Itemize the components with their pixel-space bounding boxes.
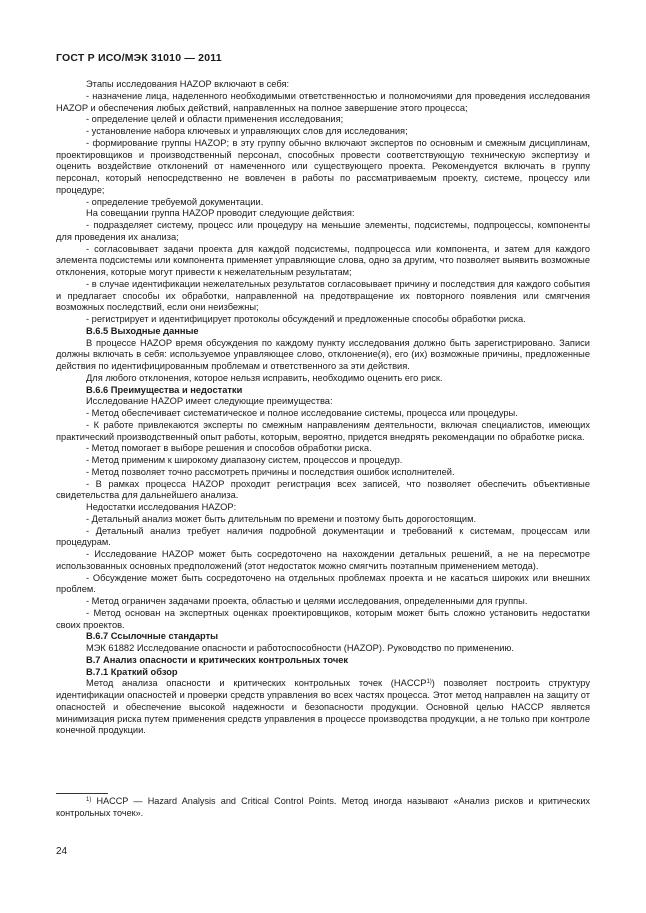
section-heading: В.6.6 Преимущества и недостатки bbox=[86, 384, 243, 395]
paragraph: - согласовывает задачи проекта для каждой подсистемы, подпроцесса или компонента, и затем для каждого элемента подсистемы или компонента применяет управляющие слова, одно за другим, что позволяет выявить возможные отклонения, которые могут привести к нежелательным результатам; bbox=[56, 243, 590, 277]
paragraph: Для любого отклонения, которое нельзя исправить, необходимо оценить его риск. bbox=[86, 372, 443, 383]
paragraph: - Метод помогает в выборе решения и способов обработки риска. bbox=[86, 443, 372, 454]
footnote-marker: 1) bbox=[86, 797, 92, 803]
paragraph: - В рамках процесса HAZOP проходит регистрация всех записей, что позволяет обеспечить объективные свидетельства для дальнейшего анализа. bbox=[56, 478, 590, 501]
haccp-text-after: ) позволяет построить структуру идентификации опасностей и проверки средств управления во всех частях процесса. Этот метод направлен на защиту от опасностей и обеспечение высокой надежности и безопасности продукции. Основной целью HACCP является минимизация риска путем применения средств управления в процессе производства продукции, а не только при контроле конечной продукции. bbox=[56, 678, 590, 736]
paragraph: - Метод основан на экспертных оценках проектировщиков, которым может быть сложно установить недостатки своих проектов. bbox=[56, 607, 590, 630]
paragraph: - Метод ограничен задачами проекта, областью и целями исследования, определенными для группы. bbox=[86, 596, 528, 606]
paragraph: Исследование HAZOP имеет следующие преимущества: bbox=[86, 396, 333, 407]
paragraph: - в случае идентификации нежелательных результатов согласовывает причину и последствия для каждого события и предлагает способы их обработки, направленной на предотвращение их повторного появления или смягчения возможных последствий, если они неизбежны; bbox=[56, 278, 590, 313]
paragraph: - Метод позволяет точно рассмотреть причины и последствия ошибок исполнителей. bbox=[86, 466, 455, 477]
paragraph: - назначение лица, наделенного необходимыми ответственностью и полномочиями для проведения исследования HAZOP и обеспечения любых действий, направленных на полное завершение этого процесса; bbox=[56, 90, 590, 113]
paragraph: - Обсуждение может быть сосредоточено на отдельных проблемах проекта и не касаться широких или внешних проблем. bbox=[56, 572, 590, 595]
paragraph: - формирование группы HAZOP; в эту группу обычно включают экспертов по основным и смежным дисциплинам, проектировщиков и производственный персонал, способных провести соответствующую техническую экспертизу и оценить воздействие отклонений от намеченного или существующего проекта. Рекомендуется включать в группу персонал, который непосредственно не вовлечен в работы по рассматриваемым проекту, системе, процессу или процедуре; bbox=[56, 137, 590, 195]
footnote-ref[interactable]: 1) bbox=[426, 679, 432, 686]
body-text bbox=[56, 79, 590, 737]
page-number: 24 bbox=[56, 846, 68, 857]
paragraph: - установление набора ключевых и управляющих слов для исследования; bbox=[86, 126, 408, 136]
section-heading: В.7 Анализ опасности и критических контрольных точек bbox=[86, 654, 349, 665]
paragraph: - Исследование HAZOP может быть сосредоточено на нахождении детальных решений, а не на пересмотре использованных основных предположений (этот недостаток можно смягчить поэтапным применением метода). bbox=[56, 549, 590, 571]
footnote-text: HACCP — Hazard Analysis and Critical Control Points. Метод иногда называют «Анализ рисков и критических контрольных точек». bbox=[56, 796, 590, 818]
paragraph: На совещании группа HAZOP проводит следующие действия: bbox=[86, 208, 355, 219]
paragraph: - Детальный анализ может быть длительным по времени и поэтому быть дорогостоящим. bbox=[86, 513, 477, 524]
paragraph: - К работе привлекаются эксперты по смежным направлениям деятельности, включая специалистов, имеющих практический производственный опыт работы, которым, вероятно, придется внедрять рекомендации по обработке риска. bbox=[56, 419, 590, 442]
paragraph: - подразделяет систему, процесс или процедуру на меньшие элементы, подсистемы, подпроцессы, компоненты для проведения их анализа; bbox=[56, 220, 590, 242]
paragraph: - Детальный анализ требует наличия подробной документации и требований к системам, процессам или процедурам. bbox=[56, 525, 590, 548]
footnote-divider bbox=[56, 793, 108, 794]
paragraph: МЭК 61882 Исследование опасности и работоспособности (HAZOP). Руководство по применению. bbox=[86, 643, 514, 653]
footnote bbox=[56, 796, 590, 819]
paragraph: - регистрирует и идентифицирует протоколы обсуждений и предложенные способы обработки риска. bbox=[86, 314, 526, 324]
paragraph: - Метод применим к широкому диапазону систем, процессов и процедур. bbox=[86, 455, 403, 465]
paragraph: - Метод обеспечивает систематическое и полное исследование системы, процесса или процедуры. bbox=[86, 408, 518, 418]
section-heading: В.6.5 Выходные данные bbox=[86, 325, 199, 336]
paragraph: - определение требуемой документации. bbox=[86, 196, 264, 207]
paragraph: Этапы исследования HAZOP включают в себя: bbox=[86, 79, 290, 89]
section-heading: В.7.1 Краткий обзор bbox=[86, 666, 178, 677]
paragraph: - определение целей и области применения исследования; bbox=[86, 114, 344, 125]
paragraph: Недостатки исследования HAZOP: bbox=[86, 502, 237, 512]
standard-header: ГОСТ Р ИСО/МЭК 31010 — 2011 bbox=[56, 52, 222, 64]
haccp-paragraph bbox=[56, 678, 590, 737]
paragraph: В процессе HAZOP время обсуждения по каждому пункту исследования должно быть зарегистрировано. Записи должны включать в себя: используемое управляющее слово, отклонение(я), его (их) возможные причины, предложенные действия по идентифицированным проблемам и ответственного за эти действия. bbox=[56, 337, 590, 371]
section-heading: В.6.7 Ссылочные стандарты bbox=[86, 631, 219, 642]
haccp-text-before: Метод анализа опасности и критических контрольных точек (HACCP bbox=[86, 678, 427, 689]
paragraph-list bbox=[56, 79, 590, 678]
